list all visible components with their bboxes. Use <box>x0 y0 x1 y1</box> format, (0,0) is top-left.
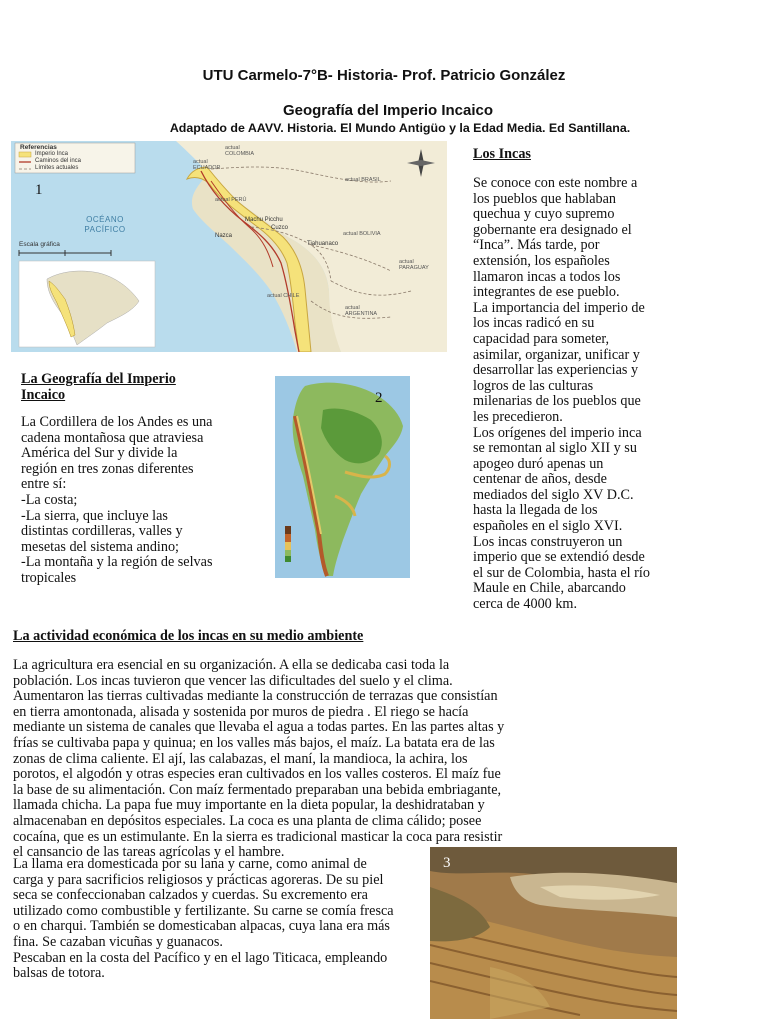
map-label-scale: Escala gráfica <box>19 241 60 248</box>
terraces-photo <box>430 847 677 1019</box>
map-label-country: actual CHILE <box>267 293 300 299</box>
south-america-relief-map <box>275 376 410 578</box>
geografia-paragraph: La Cordillera de los Andes es una cadena montañosa que atraviesa América del Sur y divide la región en tres zonas diferentes entre sí: -La costa; -La sierra, que incluye las distintas cordilleras, valles y mesetas del sistema andino; -La montaña y la región de selvas tropicales <box>21 414 213 586</box>
section-title-geografia: La Geografía del Imperio Incaico <box>21 371 176 403</box>
actividad-paragraph: La agricultura era esencial en su organización. A ella se dedicaba casi toda la población. Los incas tuvieron que vencer las dificultades del suelo y el clima. Aumentaron las tierras cultivadas mediante la construcción de terrazas que consistían en tierra amontonada, alisada y sostenida por muros de piedra . El riego se hacía mediante un sistema de canales que llevaba el agua a todas partes. En las partes altas y frías se cultivaba papa y quinua; en los valles más bajos, el maíz. La batata era de las zonas de clima caliente. El ají, las calabazas, el maní, la mandioca, la achira, los porotos, el algodón y otras especies eran cultivados en los valles costeros. El maíz fue la base de su alimentación. Con maíz fermentado preparaban una bebida embriagante, llamada chicha. La papa fue muy importante en la dieta popular, la deshidrataban y almacenaban en depósitos especiales. La coca es una planta de clima cálido; posee cocaína, que es un estimulante. En la sierra es tradicional masticar la coca para resistir el cansancio de las tareas agrícolas y el hambre. <box>13 657 505 861</box>
map-label-country: actual BOLIVIA <box>343 231 381 237</box>
actividad-paragraph-2: La llama era domesticada por su lana y carne, como animal de carga y para sacrificios religiosos y prácticas agoreras. De su piel seca se confeccionaban calzados y cuerdas. Su excremento era utilizado como combustible y fertilizante. Su carne se comía fresca o en charqui. También se domesticaban alpacas, cuya lana era más fina. Se cazaban vicuñas y guanacos. Pescaban en la costa del Pacífico y en el lago Titicaca, empleando balsas de totora. <box>13 856 394 982</box>
section-title-los-incas: Los Incas <box>473 146 531 162</box>
map-label-country: actual PARAGUAY <box>399 259 429 271</box>
section-title-actividad: La actividad económica de los incas en su medio ambiente <box>13 628 364 644</box>
legend-item: Imperio Inca <box>35 151 69 157</box>
map-label-country: actual ECUADOR <box>193 159 221 171</box>
map-label-ocean: OCÉANO PACÍFICO <box>84 215 126 234</box>
figure-number: 3 <box>443 855 451 871</box>
course-header: UTU Carmelo-7°B- Historia- Prof. Patricio González <box>202 67 566 84</box>
inca-empire-map <box>11 141 447 352</box>
figure-number: 2 <box>375 390 383 406</box>
map-label-place: Nazca <box>215 233 233 239</box>
los-incas-paragraph: Se conoce con este nombre a los pueblos que hablaban quechua y cuyo supremo gobernante era designado el “Inca”. Más tarde, por extensión, los españoles llamaron incas a todos los integrantes de ese pueblo. La importancia del imperio de los incas radicó en su capacidad para someter, asimilar, organizar, unificar y desarrollar las experiencias y logros de las culturas milenarias de los pueblos que les precedieron. Los orígenes del imperio inca se remontan al siglo XII y su apogeo duró apenas un centenar de años, desde mediados del siglo XV D.C. hasta la llegada de los españoles en el siglo XVI. Los incas construyeron un imperio que se extendió desde el sur de Colombia, hasta el río Maule en Chile, abarcando cerca de 4000 km. <box>473 175 650 613</box>
document-title: Geografía del Imperio Incaico <box>282 102 494 119</box>
figure-number: 1 <box>35 182 43 198</box>
map-label-place: Cuzco <box>271 225 289 231</box>
legend-item: Límites actuales <box>35 165 79 171</box>
map-label-country: actual ARGENTINA <box>345 305 378 317</box>
map-label-country: actual BRASIL <box>345 177 381 183</box>
map-label-place: Tiahuanaco <box>307 241 339 247</box>
source-citation: Adaptado de AAVV. Historia. El Mundo Antigüo y la Edad Media. Ed Santillana. <box>169 121 631 135</box>
legend-title: Referencias <box>20 144 57 151</box>
map-label-country: actual PERÚ <box>215 197 247 203</box>
map-label-country: actual COLOMBIA <box>225 145 255 157</box>
legend-item: Caminos del inca <box>35 158 82 164</box>
map-label-place: Machu Picchu <box>245 217 283 223</box>
